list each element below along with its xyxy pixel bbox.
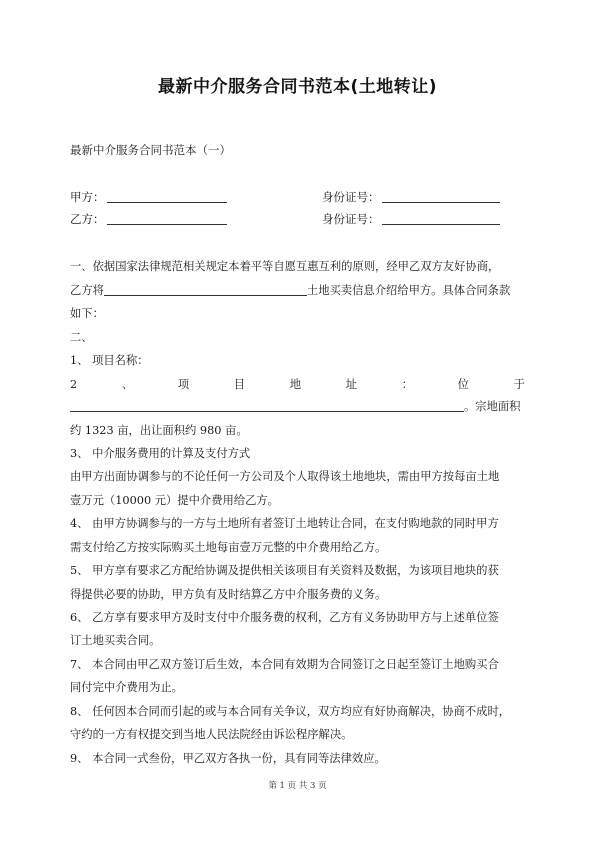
item-7-line-2: 同付完中介费用为止。 <box>70 681 183 694</box>
item-5-line-1: 5、 甲方享有要求乙方配给协调及提供相关该项目有关资料及数据，为该项目地块的获 <box>70 564 499 577</box>
page-footer: 第 1 页 共 3 页 <box>268 781 327 791</box>
item-2-line-3: 约 1323 亩，出让面积约 980 亩。 <box>70 424 248 437</box>
party-a-row <box>70 189 227 205</box>
item-2-char: 2 <box>70 378 78 391</box>
item-1-project-name: 1、 项目名称： <box>70 354 149 367</box>
party-b-id-label: 身份证号： <box>322 212 380 226</box>
party-a-label: 甲方： <box>70 190 105 204</box>
item-5-line-2: 得提供必要的协助，甲方负有及时结算乙方中介服务费的义务。 <box>70 588 387 601</box>
item-4-line-2: 需支付给乙方按实际购买土地每亩壹万元整的中介费用给乙方。 <box>70 541 387 554</box>
paragraph-1-line-2 <box>70 283 550 299</box>
party-b-label: 乙方： <box>70 212 105 226</box>
item-2-char: ： <box>401 378 413 391</box>
document-title: 最新中介服务合同书范本(土地转让) <box>157 77 438 97</box>
paragraph-1-line-3: 如下： <box>70 307 104 320</box>
item-3-line-3: 壹万元（10000 元）提中介费用给乙方。 <box>70 494 279 507</box>
item-4-line-1: 4、 由甲方协调参与的一方与土地所有者签订土地转让合同，在支付购地款的同时甲方 <box>70 517 499 530</box>
item-3-line-1: 3、 中介服务费用的计算及支付方式 <box>70 447 251 460</box>
item-9-line-1: 9、 本合同一式叁份，甲乙双方各执一份，具有同等法律效应。 <box>70 752 386 765</box>
item-8-line-2: 守约的一方有权提交到当地人民法院经由诉讼程序解决。 <box>70 728 353 741</box>
item-2-char: 目 <box>233 378 246 391</box>
item-2-char: 项 <box>177 378 190 391</box>
party-a-id-label: 身份证号： <box>322 190 380 204</box>
party-b-id-row <box>322 211 500 227</box>
item-2-area-label: 。宗地面积 <box>464 400 521 413</box>
paragraph-1-prefix: 乙方将 <box>70 284 104 297</box>
item-2-char: 于 <box>513 378 525 391</box>
party-b-blank <box>107 212 227 225</box>
project-address-blank <box>70 399 464 412</box>
item-2-char: 址 <box>345 378 358 391</box>
item-3-line-2: 由甲方出面协调参与的不论任何一方公司及个人取得该土地地块，需由甲方按每亩土地 <box>70 470 500 483</box>
item-2-line-2 <box>70 399 550 415</box>
document-subtitle: 最新中介服务合同书范本（一） <box>70 143 231 157</box>
item-2-spread <box>70 377 525 393</box>
item-2-line-1 <box>70 377 550 393</box>
section-2-heading: 二、 <box>70 331 93 344</box>
item-7-line-1: 7、 本合同由甲乙双方签订后生效，本合同有效期为合同签订之日起至签订土地购买合 <box>70 658 499 671</box>
party-a-id-blank <box>382 190 500 203</box>
item-8-line-1: 8、 任何因本合同而引起的或与本合同有关争议，双方均应有好协商解决，协商不成时， <box>70 705 511 718</box>
paragraph-1-suffix: 土地买卖信息介绍给甲方。具体合同条款 <box>306 284 511 297</box>
party-a-blank <box>107 190 227 203</box>
paragraph-1-line-1: 一、依据国家法律规范相关规定本着平等自愿互惠互利的原则，经甲乙双方友好协商， <box>70 260 500 273</box>
item-2-char: 位 <box>457 378 469 391</box>
party-b-row <box>70 211 227 227</box>
item-2-char: 地 <box>289 378 302 391</box>
item-6-line-2: 订土地买卖合同。 <box>70 634 161 647</box>
transfer-party-blank <box>104 283 307 296</box>
party-b-id-blank <box>382 212 500 225</box>
item-2-char: 、 <box>121 378 134 391</box>
party-a-id-row <box>322 189 500 205</box>
item-6-line-1: 6、 乙方享有要求甲方及时支付中介服务费的权利，乙方有义务协助甲方与上述单位签 <box>70 611 499 624</box>
